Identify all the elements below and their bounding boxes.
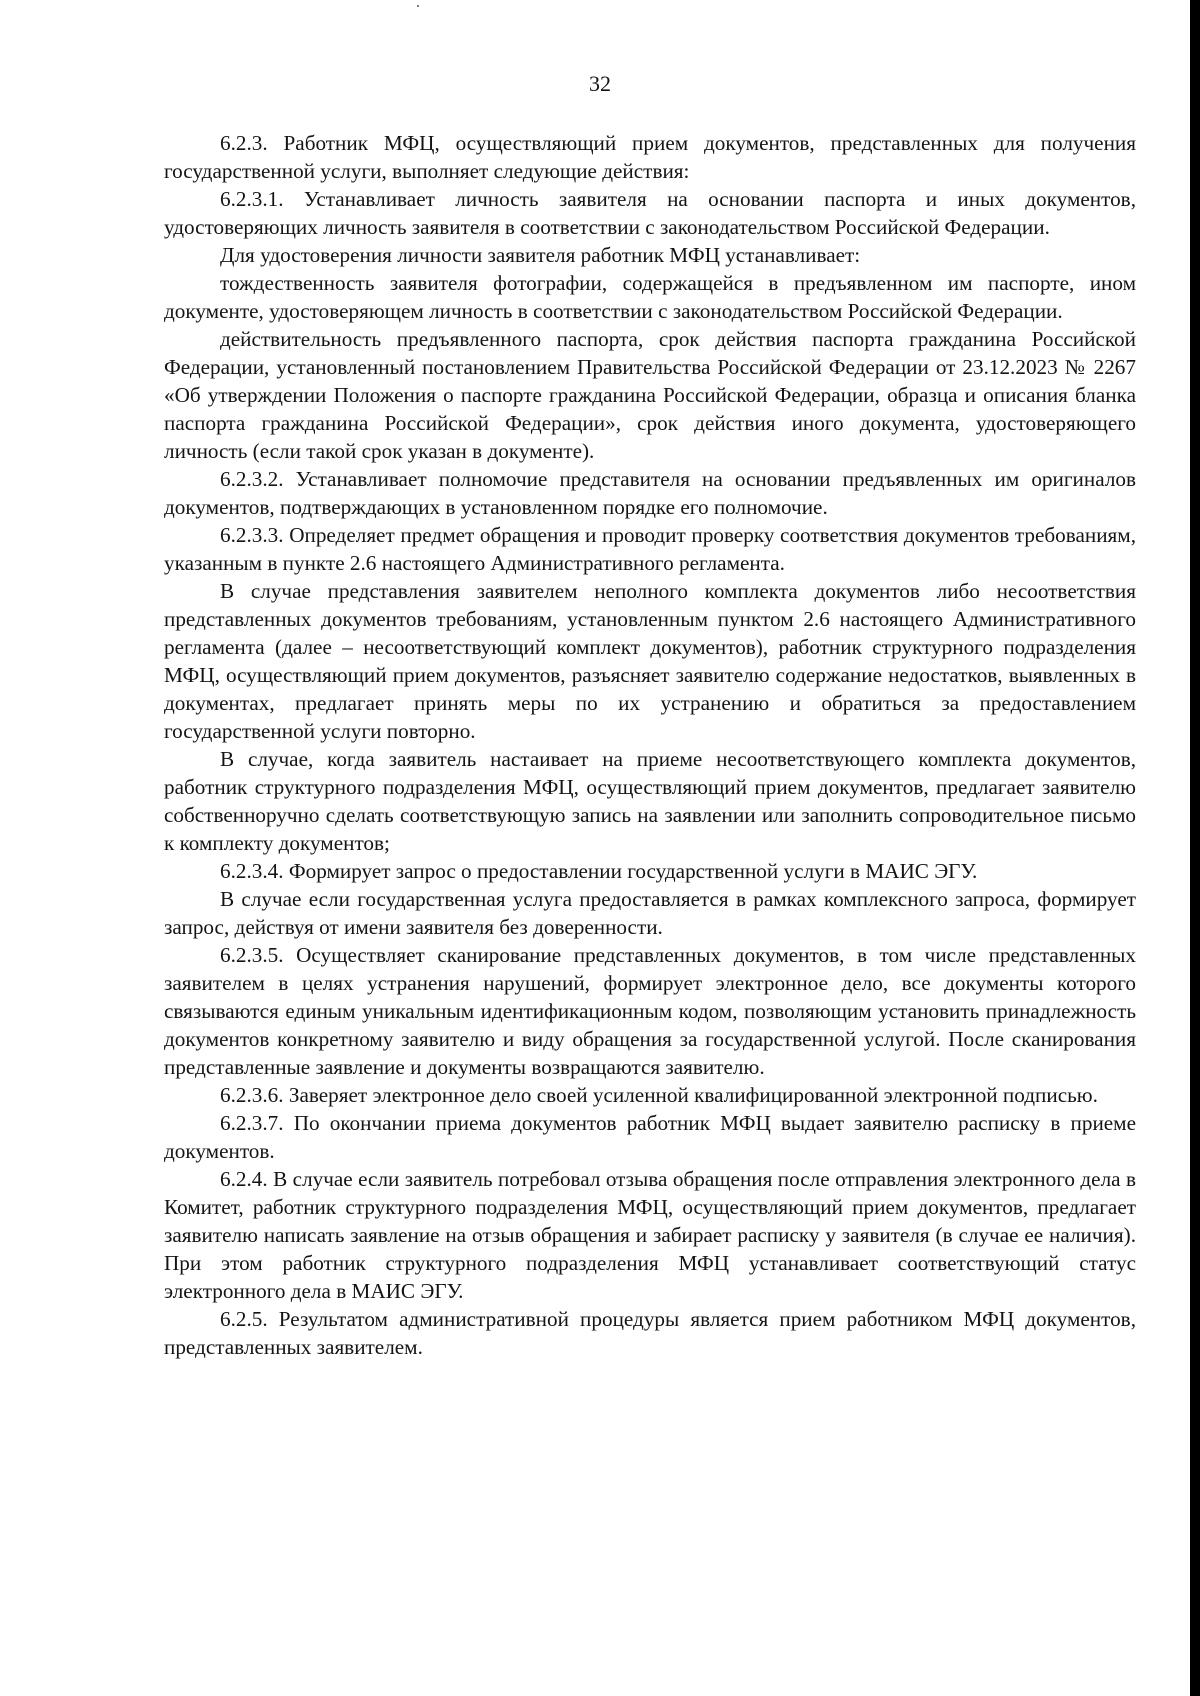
paragraph-identity-intro: Для удостоверения личности заявителя работник МФЦ устанавливает: [220, 243, 861, 267]
paragraph-6-2-4: 6.2.4. В случае если заявитель потребовал отзыва обращения после отправления электронного дела в Комитет, работник структурного подразделения МФЦ, осуществляющий прием документов, предлагает заявителю написать заявление на отзыв обращения и забирает расписку у заявителя (в случае ее наличия). При этом работник структурного подразделения МФЦ устанавливает соответствующий статус электронного дела в МАИС ЭГУ. [164, 1167, 1136, 1303]
page-number: 32 [589, 71, 611, 96]
paragraph-6-2-3-2: 6.2.3.2. Устанавливает полномочие представителя на основании предъявленных им оригиналов документов, подтверждающих в установленном порядке его полномочие. [164, 467, 1136, 519]
paragraph-6-2-3-1: 6.2.3.1. Устанавливает личность заявителя на основании паспорта и иных документов, удостоверяющих личность заявителя в соответствии с законодательством Российской Федерации. [164, 187, 1136, 239]
paragraph-6-2-3-6: 6.2.3.6. Заверяет электронное дело своей усиленной квалифицированной электронной подписью. [220, 1083, 1098, 1107]
paragraph-6-2-3-3: 6.2.3.3. Определяет предмет обращения и проводит проверку соответствия документов требованиям, указанным в пункте 2.6 настоящего Административного регламента. [164, 523, 1136, 575]
paragraph-6-2-3-4: 6.2.3.4. Формирует запрос о предоставлении государственной услуги в МАИС ЭГУ. [220, 859, 978, 883]
scan-speck [417, 5, 419, 7]
paragraph-complex-request: В случае если государственная услуга предоставляется в рамках комплексного запроса, формирует запрос, действуя от имени заявителя без доверенности. [164, 887, 1136, 939]
paragraph-6-2-3-7: 6.2.3.7. По окончании приема документов работник МФЦ выдает заявителю расписку в приеме документов. [164, 1111, 1136, 1163]
paragraph-6-2-5: 6.2.5. Результатом административной процедуры является прием работником МФЦ документов, представленных заявителем. [164, 1307, 1136, 1359]
paragraph-passport-validity: действительность предъявленного паспорта, срок действия паспорта гражданина Российской Федерации, установленный постановлением Правительства Российской Федерации от 23.12.2023 № 2267 «Об утверждении Положения о паспорте гражданина Российской Федерации, образца и описания бланка паспорта гражданина Российской Федерации», срок действия иного документа, удостоверяющего личность (если такой срок указан в документе). [164, 327, 1136, 463]
paragraph-insists-on-reception: В случае, когда заявитель настаивает на приеме несоответствующего комплекта документов, работник структурного подразделения МФЦ, осуществляющий прием документов, предлагает заявителю собственноручно сделать соответствующую запись на заявлении или заполнить сопроводительное письмо к комплекту документов; [164, 747, 1136, 855]
paragraph-6-2-3-5: 6.2.3.5. Осуществляет сканирование представленных документов, в том числе представленных заявителем в целях устранения нарушений, формирует электронное дело, все документы которого связываются единым уникальным идентификационным кодом, позволяющим установить принадлежность документов конкретному заявителю и виду обращения за государственной услугой. После сканирования представленные заявление и документы возвращаются заявителю. [164, 943, 1136, 1079]
scan-edge-border [1190, 0, 1200, 1696]
paragraph-identity-photo: тождественность заявителя фотографии, содержащейся в предъявленном им паспорте, ином документе, удостоверяющем личность в соответствии с законодательством Российской Федерации. [164, 271, 1136, 323]
paragraph-6-2-3: 6.2.3. Работник МФЦ, осуществляющий прием документов, представленных для получения государственной услуги, выполняет следующие действия: [164, 131, 1136, 183]
document-body [164, 129, 1136, 1361]
paragraph-incomplete-set: В случае представления заявителем неполного комплекта документов либо несоответствия представленных документов требованиям, установленным пунктом 2.6 настоящего Административного регламента (далее – несоответствующий комплект документов), работник структурного подразделения МФЦ, осуществляющий прием документов, разъясняет заявителю содержание недостатков, выявленных в документах, предлагает принять меры по их устранению и обратиться за предоставлением государственной услуги повторно. [164, 579, 1136, 743]
